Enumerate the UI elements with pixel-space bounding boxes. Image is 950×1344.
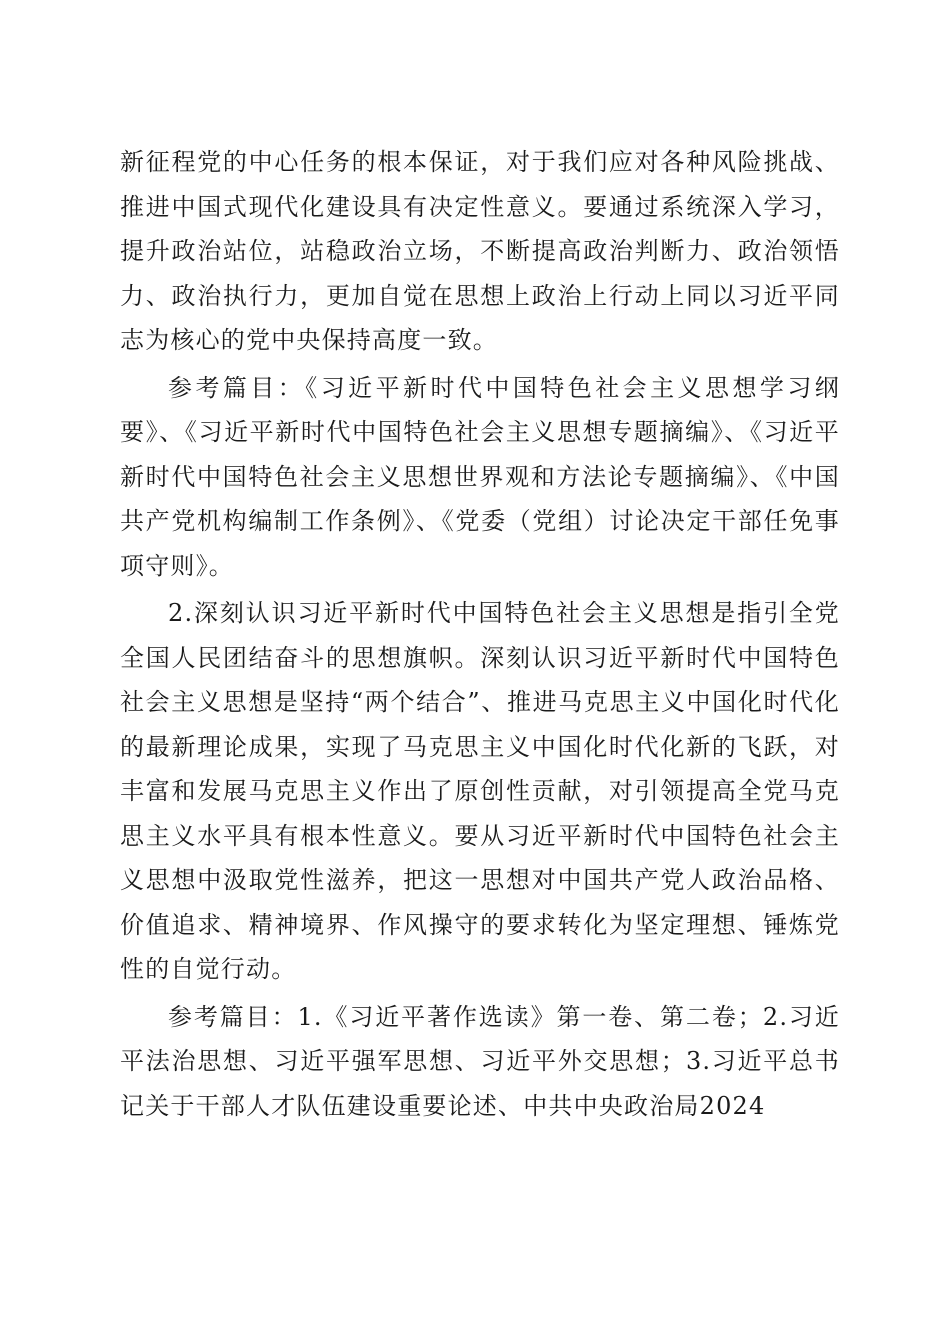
- paragraph-references-2: 参考篇目：1.《习近平著作选读》第一卷、第二卷；2.习近平法治思想、习近平强军思想、习近平外交思想；3.习近平总书记关于干部人才队伍建设重要论述、中共中央政治局2024: [120, 1002, 840, 1120]
- paragraph-continuation: 新征程党的中心任务的根本保证，对于我们应对各种风险挑战、推进中国式现代化建设具有决定性意义。要通过系统深入学习，提升政治站位，站稳政治立场，不断提高政治判断力、政治领悟力、政治执行力，更加自觉在思想上政治上行动上同以习近平同志为核心的党中央保持高度一致。: [120, 148, 840, 354]
- document-body: [120, 140, 840, 1131]
- paragraph-references-1: 参考篇目：《习近平新时代中国特色社会主义思想学习纲要》、《习近平新时代中国特色社会主义思想专题摘编》、《习近平新时代中国特色社会主义思想世界观和方法论专题摘编》、《中国共产党机构编制工作条例》、《党委（党组）讨论决定干部任免事项守则》。: [120, 373, 840, 580]
- paragraph-item-2: 2.深刻认识习近平新时代中国特色社会主义思想是指引全党全国人民团结奋斗的思想旗帜。深刻认识习近平新时代中国特色社会主义思想是坚持“两个结合”、推进马克思主义中国化时代化的最新理论成果，实现了马克思主义中国化时代化新的飞跃，对丰富和发展马克思主义作出了原创性贡献，对引领提高全党马克思主义水平具有根本性意义。要从习近平新时代中国特色社会主义思想中汲取党性滋养，把这一思想对中国共产党人政治品格、价值追求、精神境界、作风操守的要求转化为坚定理想、锤炼党性的自觉行动。: [120, 599, 840, 983]
